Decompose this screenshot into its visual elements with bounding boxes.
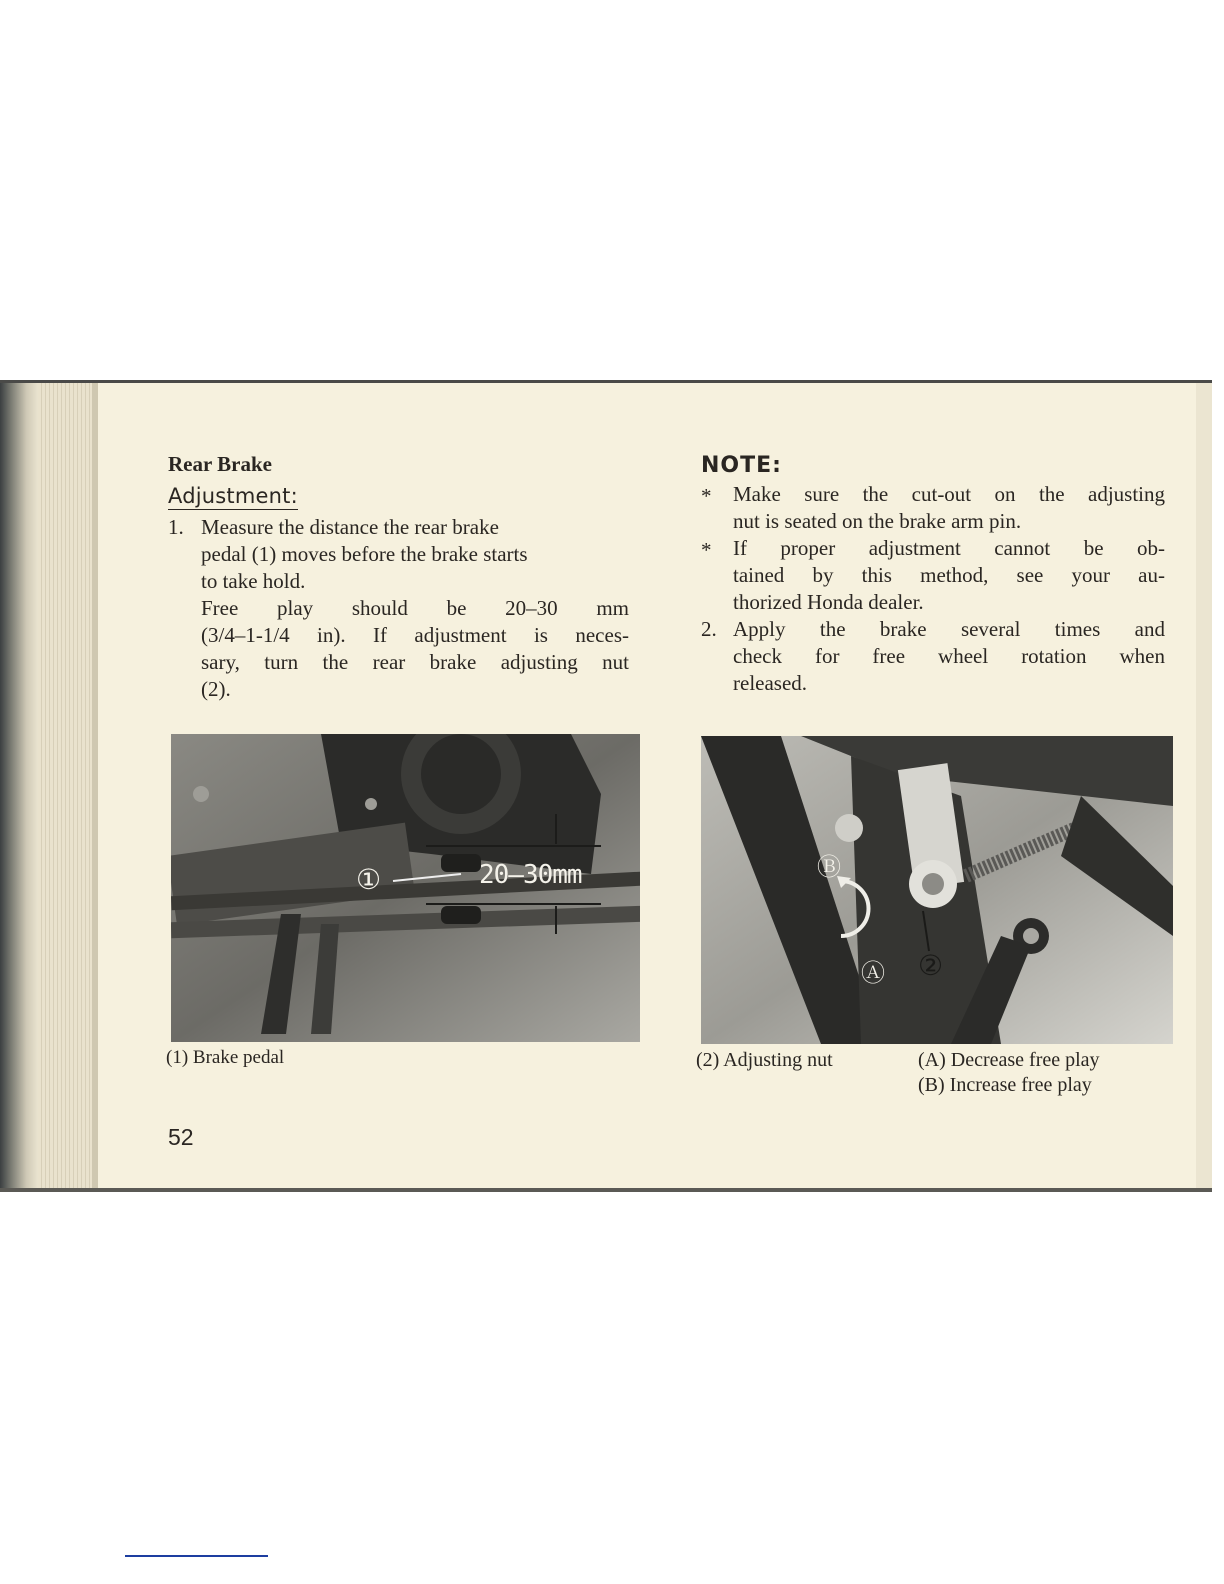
page-edges — [38, 383, 92, 1192]
text-line: nut is seated on the brake arm pin. — [733, 509, 1022, 533]
footnote-rule — [125, 1555, 268, 1557]
text-line: Free play should be 20–30 mm — [201, 596, 629, 620]
text-line: to take hold. — [201, 569, 306, 593]
text-line: thorized Honda dealer. — [733, 590, 924, 614]
step-number: 2. — [701, 617, 717, 641]
text-line: (2). — [201, 677, 231, 701]
step-number: 1. — [168, 515, 184, 539]
callout-2-label: ② — [918, 949, 944, 982]
page-number: 52 — [168, 1124, 194, 1150]
figure-2-caption: (2) Adjusting nut — [696, 1049, 833, 1071]
text-line: Apply the brake several times and — [733, 617, 1165, 641]
text-line: released. — [733, 671, 808, 695]
text-line: check for free wheel rotation when — [733, 644, 1165, 668]
dimension-label: 20–30mm — [479, 860, 582, 890]
text-line: Measure the distance the rear brake — [201, 515, 499, 539]
page-bottom-edge — [0, 1188, 1212, 1192]
figure-2-caption-b: (B) Increase free play — [918, 1074, 1092, 1096]
text-line: sary, turn the rear brake adjusting nut — [201, 650, 629, 674]
page-gutter — [92, 383, 98, 1192]
brake-pedal-photo — [171, 734, 640, 1042]
figure-1-caption: (1) Brake pedal — [166, 1047, 285, 1068]
page-top-edge — [0, 380, 1212, 383]
note-heading: NOTE: — [701, 453, 782, 478]
subsection-title: Adjustment: — [168, 484, 298, 508]
adjusting-nut-illustration — [701, 736, 1173, 1044]
label-b: Ⓑ — [817, 853, 841, 881]
label-a: Ⓐ — [861, 959, 885, 987]
text-line: If proper adjustment cannot be ob- — [733, 536, 1165, 560]
adjusting-nut-photo — [701, 736, 1173, 1044]
page-right-edge — [1196, 383, 1212, 1188]
text-line: Make sure the cut-out on the adjusting — [733, 482, 1165, 506]
text-line: pedal (1) moves before the brake starts — [201, 542, 528, 566]
note-bullet: * — [701, 484, 712, 508]
text-line: tained by this method, see your au- — [733, 563, 1165, 587]
text-line: (3/4–1-1/4 in). If adjustment is neces- — [201, 623, 629, 647]
note-bullet: * — [701, 538, 712, 562]
callout-1-label: ① — [356, 863, 382, 896]
book-spine — [0, 383, 38, 1192]
section-title: Rear Brake — [168, 452, 273, 476]
figure-2-caption-a: (A) Decrease free play — [918, 1049, 1100, 1071]
